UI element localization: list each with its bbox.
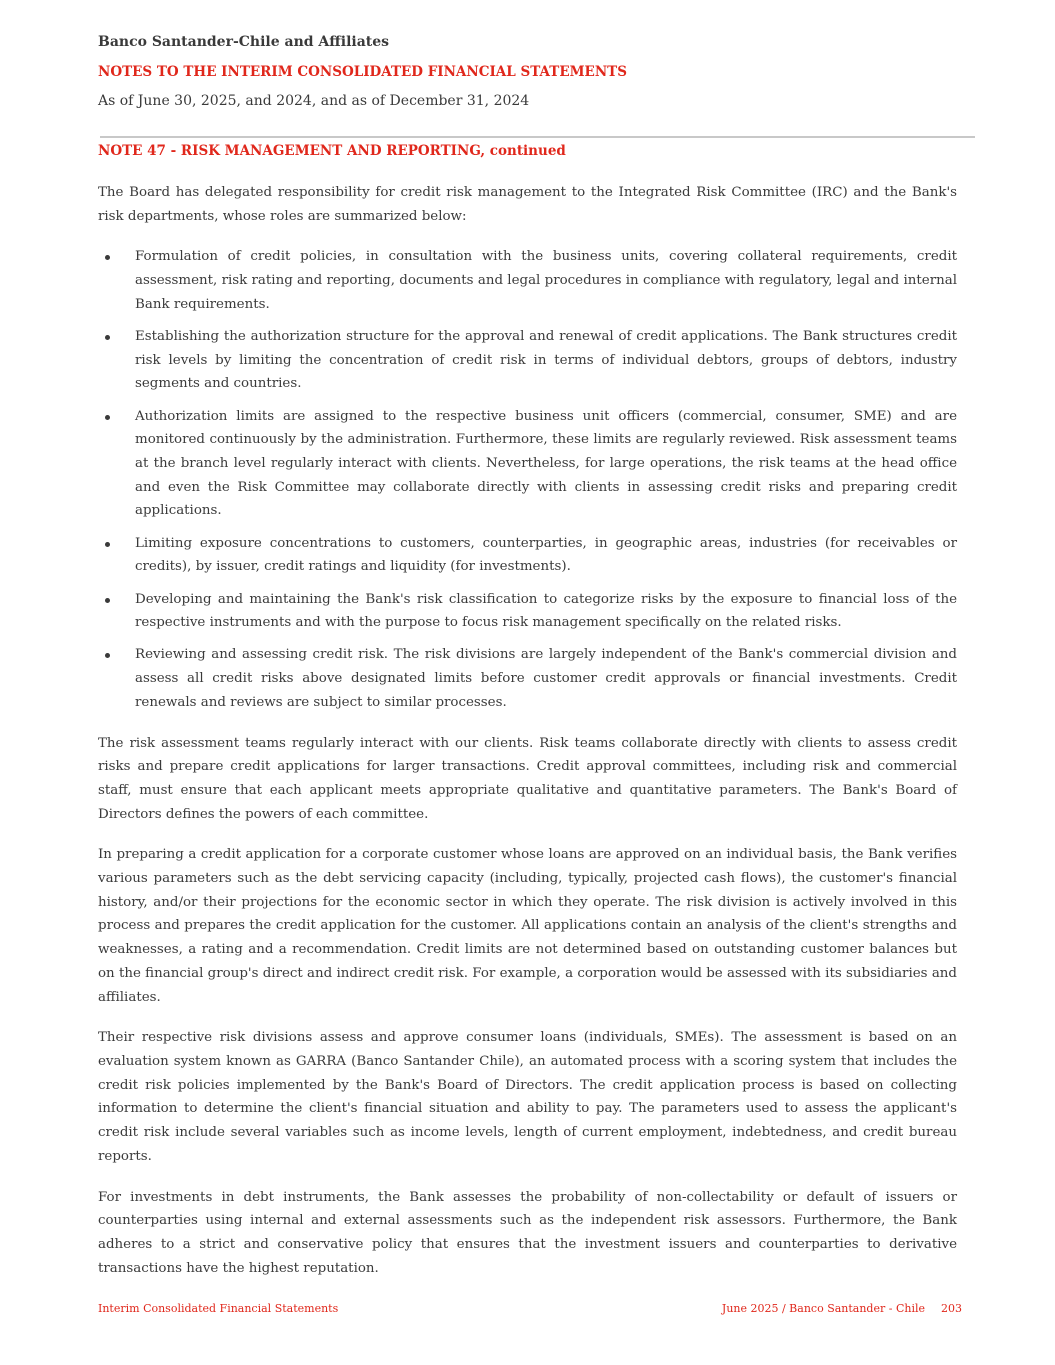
- body-paragraph: Their respective risk divisions assess and approve consumer loans (individuals, SMEs). The assessment is based on an evaluation system known as GARRA (Banco Santander Chile), an automated process with a scoring system that includes the credit risk policies implemented by the Bank's Board of Directors. The credit application process is based on collecting information to determine the client's financial situation and ability to pay. The parameters used to assess the applicant's credit risk include several variables such as income levels, length of current employment, indebtedness, and credit bureau reports.: [98, 1030, 957, 1164]
- list-item: Formulation of credit policies, in consultation with the business units, covering collateral requirements, credit assessment, risk rating and reporting, documents and legal procedures in compliance with regulatory, legal and internal Bank requirements.: [135, 245, 957, 316]
- as-of-date: As of June 30, 2025, and 2024, and as of December 31, 2024: [98, 93, 530, 109]
- list-item: Limiting exposure concentrations to customers, counterparties, in geographic areas, industries (for receivables or credits), by issuer, credit ratings and liquidity (for investments).: [135, 532, 957, 579]
- list-item: Authorization limits are assigned to the respective business unit officers (commercial, consumer, SME) and are monitored continuously by the administration. Furthermore, these limits are regularly reviewed. Risk assessment teams at the branch level regularly interact with clients. Nevertheless, for large operations, the risk teams at the head office and even the Risk Committee may collaborate directly with clients in assessing credit risks and preparing credit applications.: [135, 405, 957, 524]
- list-item: Developing and maintaining the Bank's risk classification to categorize risks by the exposure to financial loss of the respective instruments and with the purpose to focus risk management specifically on the related risks.: [135, 588, 957, 635]
- list-item: Establishing the authorization structure for the approval and renewal of credit applications. The Bank structures credit risk levels by limiting the concentration of credit risk in terms of individual debtors, groups of debtors, industry segments and countries.: [135, 325, 957, 396]
- body-paragraph: In preparing a credit application for a corporate customer whose loans are approved on an individual basis, the Bank verifies various parameters such as the debt servicing capacity (including, typically, projected cash flows), the customer's financial history, and/or their projections for the economic sector in which they operate. The risk division is actively involved in this process and prepares the credit application for the customer. All applications contain an analysis of the client's strengths and weaknesses, a rating and a recommendation. Credit limits are not determined based on outstanding customer balances but on the financial group's direct and indirect credit risk. For example, a corporation would be assessed with its subsidiaries and affiliates.: [98, 847, 957, 1005]
- list-item: Reviewing and assessing credit risk. The risk divisions are largely independent of the Bank's commercial division and assess all credit risks above designated limits before customer credit approvals or financial investments. Credit renewals and reviews are subject to similar processes.: [135, 643, 957, 714]
- note-heading: NOTE 47 - RISK MANAGEMENT AND REPORTING, continued: [98, 143, 566, 159]
- header-divider: [100, 136, 975, 138]
- footer-right: [722, 1302, 962, 1315]
- intro-paragraph: The Board has delegated responsibility for credit risk management to the Integrated Risk Committee (IRC) and the Bank's risk departments, whose roles are summarized below:: [98, 185, 957, 224]
- body-paragraph: For investments in debt instruments, the Bank assesses the probability of non-collectability or default of issuers or counterparties using internal and external assessments such as the independent risk assessors. Furthermore, the Bank adheres to a strict and conservative policy that ensures that the investment issuers and counterparties to derivative transactions have the highest reputation.: [98, 1189, 957, 1276]
- responsibilities-list: [98, 245, 957, 714]
- note-body: [98, 181, 957, 1297]
- body-paragraph: The risk assessment teams regularly interact with our clients. Risk teams collaborate directly with clients to assess credit risks and prepare credit applications for larger transactions. Credit approval committees, including risk and commercial staff, must ensure that each applicant meets appropriate qualitative and quantitative parameters. The Bank's Board of Directors defines the powers of each committee.: [98, 735, 957, 822]
- footer-period: June 2025 / Banco Santander - Chile: [721, 1302, 925, 1315]
- company-name: Banco Santander-Chile and Affiliates: [98, 34, 390, 50]
- page-number: 203: [941, 1302, 962, 1315]
- footer-document-title: Interim Consolidated Financial Statements: [98, 1302, 339, 1315]
- notes-title: NOTES TO THE INTERIM CONSOLIDATED FINANCIAL STATEMENTS: [98, 64, 627, 80]
